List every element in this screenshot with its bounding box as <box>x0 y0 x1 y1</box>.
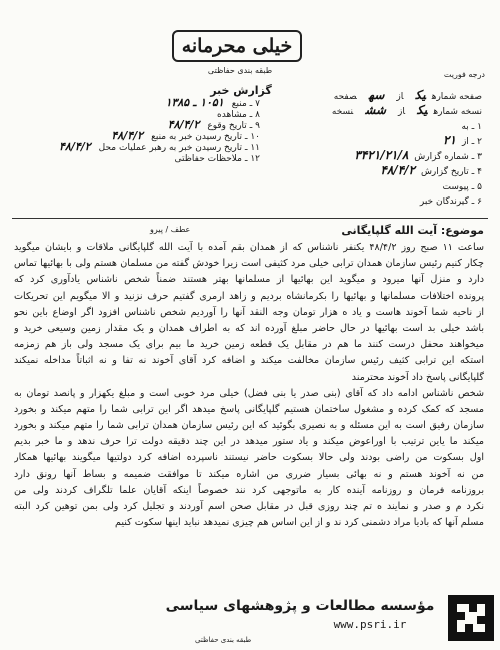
priority-label: درجه فوریت <box>443 70 485 79</box>
form-label: ۲ ـ از <box>461 137 482 147</box>
form-label: صفحه شماره <box>431 92 482 102</box>
body-line: شخص ناشناس ادامه داد که آقای (بنی صدر یا بنی فضل) خیلی مرد خوبی است و مبلغ یکهزار و پانصد تومان به <box>14 387 484 399</box>
handwritten-value: سه <box>368 88 385 102</box>
body-line: استکه این ترابی کثیف رئیس سازمان مخالفت میکند و اضافه کرد آقای آخوند نه تفا و نه اثباتاً مداخله نمیکند <box>14 355 484 367</box>
body-line: دارد و منزل آنها میرود و میگوید این بهائیها از مسلمانها بهتر هستند ضمناً شخص ناشناس یادآوری کرد که <box>14 274 484 286</box>
form-text: از <box>396 92 404 102</box>
handwritten-value: ۳۴۲۱/۲۱/۸ <box>354 148 409 162</box>
body-line: میکند ما یاین ترتیب با اوراعوض میکند و یاد ستور میدهد در این چند دقیقه دولت ترا حرف ندهد و ما خبر بدیم <box>14 436 484 448</box>
form-label: ۵ ـ پیوست <box>442 182 482 192</box>
handwritten-value: ۴۸/۴/۲ <box>59 140 91 153</box>
handwritten-value: ۴۸/۴/۲ <box>380 163 415 177</box>
form-label: ۳ ـ شماره گزارش <box>414 152 482 162</box>
form-left-row <box>20 151 260 164</box>
form-right-row <box>282 163 482 177</box>
institute-watermark: مؤسسه مطالعات و پژوهشهای سیاسی <box>165 598 435 614</box>
body-line: بروزنامه فرمان و روزنامه آینده کار به ماتوجهی کرد نند خصوصاً اینکه آقایان علما تلگراف کردند ولی من <box>14 484 484 496</box>
body-line: من نه آخوند هستم و نه بهائی بسیار ضرری من اشاره میکند تا موافقت ضمیمه و بساط آنها رونق دارد <box>14 468 484 480</box>
body-line: چکار کنیم رئیس سازمان همدان ترابی خیلی مرد کثیفی است زیرا خودش گفته من مسلمان هستم ولی با بهائیها تماس <box>14 258 484 270</box>
form-label: ۱۰ ـ تاریخ رسیدن خبر به منبع <box>151 132 260 142</box>
form-right-row <box>282 118 482 132</box>
body-line: پرونده اختلافات مسلمانها و بهائیها را بکرمانشاه بردیم و زاهد ارمری گفتیم حرف نزنید و الا میگویم این تحریکات <box>14 290 484 302</box>
classification-note: طبقه بندی حفاظتی <box>207 66 273 75</box>
form-label: نسخه شماره <box>433 107 482 117</box>
classification-box: خیلی محرمانه <box>172 30 302 62</box>
body-line: از ناحیه شما آخوند هاست و یاد ه هزار تومان وجه النقد آنها را آوردیم شخص ناشناس افزود اگر اوضاع باین نحو <box>14 306 484 318</box>
body-line: مسجد که کمک کرده و مشغول ساختمان هستیم گلپایگانی پاسخ میدهد اگر این ترابی شما را متهم میکند و بخورد <box>14 403 484 415</box>
body-line: نکرد م و صدر و نمایند ه تم چند روزی قبل در مقابل صحن اسم آوردند و تجلیل کرد ولی بمن توهین کرد البته <box>14 501 484 512</box>
form-right-row <box>282 103 482 117</box>
form-label: ۱۲ ـ ملاحظات حفاظتی <box>174 154 260 164</box>
form-right-row <box>282 178 482 192</box>
handwritten-value: شش <box>365 103 387 117</box>
body-line: سازمان رفیق است به این مسئله و به نصیری بگوئید که این رئیس سازمان همدان ترابی شما را متهم میکند و بخورد <box>14 420 484 432</box>
form-text: از <box>398 107 406 117</box>
header-divider <box>12 218 488 219</box>
website-url[interactable]: www.psri.ir <box>333 618 407 631</box>
form-text: صفحه <box>333 92 357 102</box>
form-label: ۸ ـ مشاهده <box>217 110 260 120</box>
form-right-row <box>282 193 482 207</box>
body-line: مسلم آنها که بادیا مراد دشمنی کرد ند و از این اساس هم چیزی نمیدهد نباید اینها سکوت کنیم <box>114 517 484 529</box>
form-text: نسخه <box>331 107 354 117</box>
handwritten-value: ۴۸/۴/۲ <box>167 118 200 131</box>
reference-note: عطف / پیرو <box>150 225 191 234</box>
form-label: ۱۱ ـ تاریخ رسیدن خبر به رهبر عملیات محل <box>98 143 260 153</box>
subject-line: موضوع: آیت الله گلپایگانی <box>341 224 484 237</box>
institute-logo <box>448 595 494 641</box>
footer-classification: طبقه بندی حفاظتی <box>195 636 252 644</box>
form-label: ۴ ـ تاریخ گزارش <box>420 167 482 177</box>
body-line: گلپایگانی پاسخ داد آخوند محترمند <box>351 371 484 383</box>
handwritten-value: ۲۱ <box>443 133 456 147</box>
handwritten-value: یک <box>417 103 428 117</box>
handwritten-value: ۴۸/۴/۲ <box>111 129 144 142</box>
body-line: ساعت ۱۱ صبح روز ۴۸/۴/۲ یکنفر ناشناس که از همدان بقم آمده با آیت الله گلپایگانی ملاقات و بایشان میگوید <box>14 242 484 253</box>
handwritten-value: یک <box>415 88 426 102</box>
report-body <box>14 240 484 531</box>
form-label: ۱ ـ به <box>461 122 482 132</box>
body-line: اول بسکوت من راضی بودند ولی حالا بسکوت حاضر نیستند ناسپرده اضافه کرد دولتیها میگویند بهائیها همکار <box>14 452 484 464</box>
form-label: ۶ ـ گیرندگان خبر <box>419 197 482 207</box>
form-right-row <box>282 148 482 162</box>
form-label: ۹ ـ تاریخ وقوع <box>207 121 260 131</box>
form-right-row <box>282 88 482 102</box>
form-label: ۷ ـ منبع <box>231 99 260 109</box>
handwritten-value: ۱۰۵۱ ـ ۱۳۸۵ <box>165 96 224 109</box>
report-type: گزارش خبر <box>210 84 272 97</box>
body-line: میخواهند محفل درست کنند ما هم در مقابل یک قطعه زمین خرید ما بیم برای یک مسجد ولی باز هم زمزمه <box>14 339 484 351</box>
form-right-row <box>282 133 482 147</box>
body-line: باشد خیلی بد است بهائیها در حال حاضر مبلغ آورده اند که به اطراف همدان و یک مقدار زمین وسیعی خرید و <box>14 322 484 334</box>
